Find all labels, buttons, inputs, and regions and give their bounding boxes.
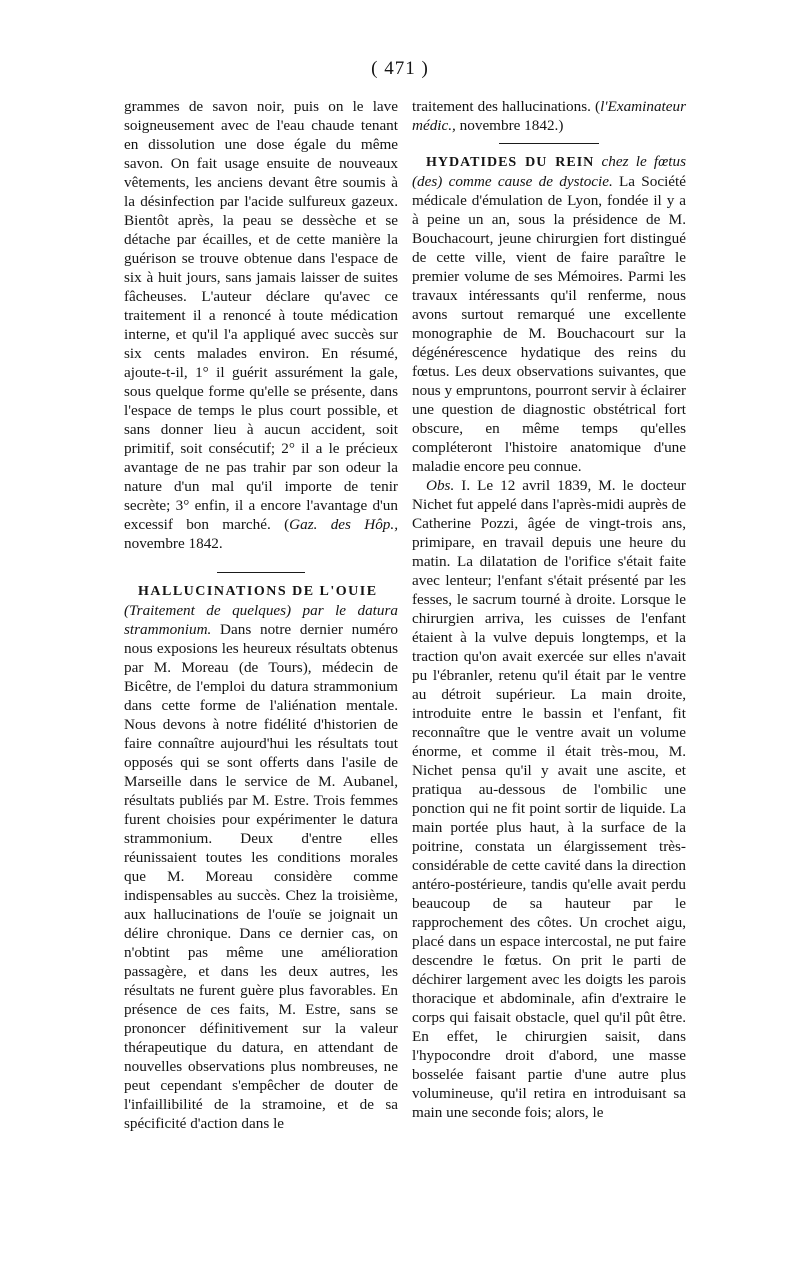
observation-body: I. Le 12 avril 1839, M. le docteur Nichet fut appelé dans l'après-midi auprès de Catherine Pozzi, âgée de vingt-trois ans, primipare, en travail depuis une heure du matin. La dilatation de l'orifice s'était faite avec lenteur; l'enfant s'était présenté par les fesses, le sacrum tourné à droite. Lorsque le chirurgien arriva, les cuisses de l'enfant étaient à la vulve depuis longtemps, et la traction qu'on avait exercée sur elles n'avait pu l'ébranler, retenu qu'il était par le ventre au détroit supérieur. La main droite, introduite entre le bassin et l'enfant, fit reconnaître que le ventre avait un volume énorme, et comme il était très-mou, M. Nichet pensa qu'il y avait une ascite, et pratiqua au-dessous de l'ombilic une ponction qui ne fit point sortir de liquide. La main portée plus haut, à la surface de la poitrine, constata un élargissement très-considérable de cette cavité dans la direction antéro-postérieure, tandis qu'elle avait perdu beaucoup de sa hauteur par le rapprochement des côtes. Un crochet aigu, placé dans un espace intercostal, ne put faire descendre le fœtus. On prit le parti de déchirer largement avec les doigts les parois thoracique et abdominale, afin d'extraire le corps qui faisait obstacle, quel qu'il pût être. En effet, le chirurgien saisit, dans l'hypocondre droit d'abord, une masse bosselée faisant partie d'une autre plus volumineuse, qu'il retira en introduisant sa main une seconde fois; alors, le	[412, 477, 686, 1121]
section-divider-right	[499, 143, 599, 144]
left-paragraph-text: grammes de savon noir, puis on le lave soigneusement avec de l'eau chaude tenant en dissolution une dose égale du même savon. On fait usage ensuite de nouveaux vêtements, les anciens devant être soumis à la désinfection par l'acide sulfureux gazeux. Bientôt après, la peau se dessèche et se détache par écailles, et de cette manière la guérison se trouve obtenue dans l'espace de six à huit jours, sans jamais laisser de suites fâcheuses. L'auteur déclare qu'avec ce traitement il a renoncé à toute médication interne, et qu'il l'a appliqué avec succès sur six cents malades environ. En résumé, ajoute-t-il, 1° il guérit assurément la gale, sous quelque forme qu'elle se présente, dans l'espace de temps le plus court possible, et sans donner lieu à aucun accident, soit primitif, soit consécutif; 2° il a le précieux avantage de ne pas trahir par son odeur la nature d'un mal qu'il importe de tenir secrète; 3° enfin, il a encore l'avantage d'un excessif bon marché. (	[124, 98, 398, 533]
observation-paragraph	[412, 476, 686, 1122]
observation-label: Obs.	[426, 477, 455, 494]
hallucinations-body: Dans notre dernier numéro nous exposions les heureux résultats obtenus par M. Moreau (de Tours), médecin de Bicêtre, de l'emploi du datura strammonium dans cette forme de l'aliénation mentale. Nous devons à notre fidélité d'historien de faire connaître aujourd'hui les résultats tout opposés qui se sont offerts dans l'asile de Marseille dans le service de M. Aubanel, résultats publiés par M. Estre. Trois femmes furent choisies pour expérimenter le datura strammonium. Deux d'entre elles réunissaient toutes les conditions morales que M. Moreau considère comme indispensables au succès. Chez la troisième, aux hallucinations de l'ouïe se joignait un délire chronique. Dans ce dernier cas, on n'obtint pas même une amélioration passagère, et dans les deux autres, les résultats ne furent guère plus favorables. En présence de ces faits, M. Estre, sans se prononcer définitivement sur la valeur thérapeutique du datura, en attendant de nouvelles observations plus nombreuses, ne peut cependant s'empêcher de douter de l'infaillibilité de la stramoine, et de sa spécificité d'action dans le	[124, 621, 398, 1132]
hydatides-body: La Société médicale d'émulation de Lyon, fondée il y a à peine un an, sous la présidence de M. Bouchacourt, jeune chirurgien fort distingué de cette ville, vient de faire paraître le premier volume de ses Mémoires. Parmi les travaux intéressants qu'il renferme, nous avons surtout remarqué une excellente monographie de M. Bouchacourt sur la dégénérescence hydatique des reins du fœtus. Les deux observations suivantes, que nous y empruntons, pourront servir à éclairer une question de diagnostic obstétrical fort obscure, en même temps qu'elles compléteront l'histoire anatomique d'une maladie encore peu connue.	[412, 173, 686, 475]
section-divider-left	[217, 572, 305, 573]
right-paragraph-source: l'Examinateur médic.,	[412, 98, 686, 134]
hydatides-article	[412, 152, 686, 476]
hydatides-title: HYDATIDES DU REIN	[426, 155, 595, 170]
right-paragraph-text: traitement des hallucinations. (	[412, 98, 601, 115]
left-paragraph-continued	[124, 97, 398, 553]
left-paragraph-date: novembre 1842.	[124, 535, 223, 552]
hydatides-subtitle: chez le fœtus (des) comme cause de dystocie.	[412, 153, 686, 190]
page-number: ( 471 )	[371, 58, 429, 79]
hallucinations-subtitle: (Traitement de quelques) par le datura strammonium.	[124, 602, 398, 638]
left-column	[124, 97, 398, 1133]
hallucinations-article	[124, 581, 398, 1133]
left-paragraph-source: Gaz. des Hôp.,	[289, 516, 398, 533]
right-column	[412, 97, 686, 1122]
right-paragraph-date: novembre 1842.)	[455, 117, 564, 134]
hallucinations-title: HALLUCINATIONS DE L'OUIE	[138, 584, 378, 599]
right-paragraph-continued	[412, 97, 686, 135]
